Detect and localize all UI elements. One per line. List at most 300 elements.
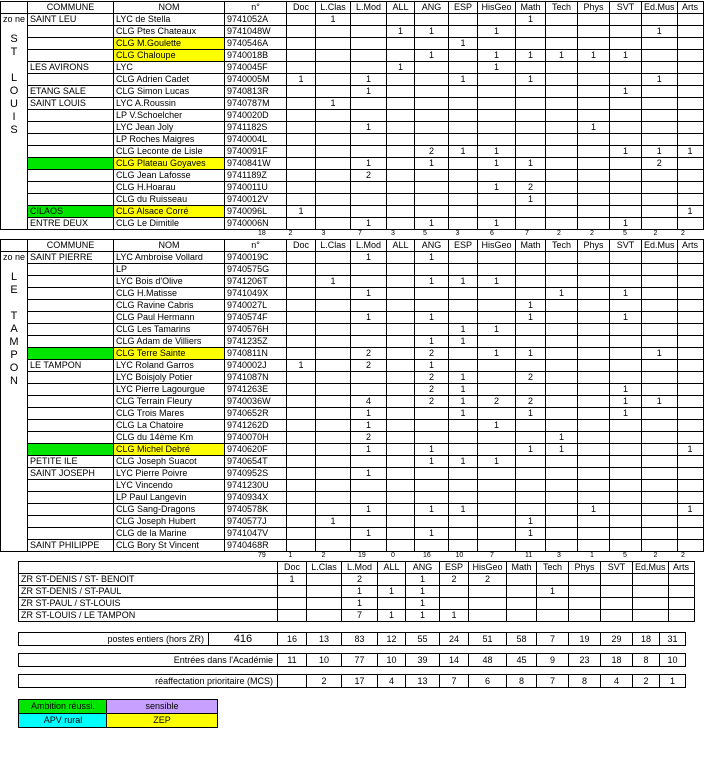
value-cell [351,336,387,348]
summary-value: 39 [406,654,440,667]
value-cell [516,420,546,432]
value-cell [642,516,678,528]
value-cell [387,110,415,122]
value-cell [642,372,678,384]
school-number-cell: 9741235Z [225,336,287,348]
value-cell: 1 [642,396,678,408]
school-name-cell: LP Paul Langevin [114,492,225,504]
value-cell [387,432,415,444]
zr-table [18,561,695,622]
summary-value: 1 [660,675,686,688]
value-cell [642,276,678,288]
value-cell [287,348,316,360]
subject-header: HisGeo [469,562,507,574]
value-cell [610,300,642,312]
value-cell: 1 [677,146,703,158]
school-name-cell: LYC Ambroise Vollard [114,252,225,264]
value-cell [677,86,703,98]
value-cell [642,14,678,26]
summary-row [19,633,686,646]
value-cell [546,252,578,264]
school-number-cell: 9741189Z [225,170,287,182]
value-cell [351,540,387,552]
number-header: n° [225,240,287,252]
table-row [1,98,704,110]
subject-header: Ed.Mus [633,562,669,574]
school-name-cell: CLG Adam de Villiers [114,336,225,348]
zr-row [19,598,695,610]
value-cell [469,598,507,610]
school-name-cell: CLG La Chatoire [114,420,225,432]
table-row [1,444,704,456]
school-number-cell: 9741182S [225,122,287,134]
value-cell [642,62,678,74]
subject-header: ANG [415,2,449,14]
value-cell [449,300,478,312]
value-cell [415,62,449,74]
value-cell [516,134,546,146]
value-cell [378,598,406,610]
table-row [1,218,704,230]
value-cell [610,98,642,110]
value-cell [449,218,478,230]
value-cell [677,468,703,480]
value-cell: 1 [351,158,387,170]
value-cell: 1 [677,206,703,218]
legend-zep: ZEP [106,713,218,728]
zone-prefix: zo ne [3,14,26,24]
zr-label: ZR ST-LOUIS / LE TAMPON [19,610,278,622]
value-cell [610,492,642,504]
value-cell [546,468,578,480]
school-name-cell: CLG Joseph Suacot [114,456,225,468]
value-cell [351,372,387,384]
totals-first: 79 [258,552,266,559]
value-cell [578,444,610,456]
value-cell [351,62,387,74]
value-cell [578,312,610,324]
value-cell [449,158,478,170]
value-cell [415,194,449,206]
value-cell [478,312,516,324]
value-cell: 1 [478,420,516,432]
school-number-cell: 9740004L [225,134,287,146]
value-cell [351,50,387,62]
value-cell [642,218,678,230]
value-cell [546,110,578,122]
value-cell [387,372,415,384]
totals-value: 0 [391,552,395,559]
summary-value: 16 [278,633,307,646]
value-cell [516,384,546,396]
value-cell [316,74,351,86]
summary-table [18,674,686,688]
value-cell [478,288,516,300]
subject-header: ANG [406,562,440,574]
totals-first: 18 [258,230,266,237]
value-cell [387,528,415,540]
value-cell [546,86,578,98]
school-number-cell: 9740813R [225,86,287,98]
value-cell [449,26,478,38]
value-cell [316,456,351,468]
value-cell [578,324,610,336]
value-cell [677,14,703,26]
subject-header: Doc [287,2,316,14]
value-cell [278,586,307,598]
value-cell [578,158,610,170]
value-cell [449,516,478,528]
school-number-cell: 9740841W [225,158,287,170]
summary-value: 58 [507,633,537,646]
value-cell [578,540,610,552]
totals-value: 1 [590,552,594,559]
totals-value: 3 [321,230,326,237]
value-cell: 1 [351,528,387,540]
value-cell: 1 [440,610,469,622]
value-cell [287,158,316,170]
subject-header: Doc [287,240,316,252]
value-cell [610,372,642,384]
commune-cell: ETANG SALE [28,86,114,98]
legend-apv: APV rural [18,713,108,728]
school-name-cell: LP V.Schoelcher [114,110,225,122]
value-cell [537,574,569,586]
totals-value: 2 [653,230,658,237]
value-cell [668,598,694,610]
value-cell [316,38,351,50]
school-number-cell: 9740620F [225,444,287,456]
value-cell: 1 [351,468,387,480]
school-table-le-tampon [0,239,704,552]
summary-row [19,675,686,688]
value-cell [449,312,478,324]
table-row [1,432,704,444]
value-cell [546,206,578,218]
value-cell: 1 [478,62,516,74]
value-cell: 1 [677,444,703,456]
value-cell: 1 [316,98,351,110]
value-cell [677,252,703,264]
value-cell [516,62,546,74]
summary-value: 77 [342,654,378,667]
value-cell [316,384,351,396]
value-cell [610,348,642,360]
value-cell [642,408,678,420]
summary-value: 18 [633,633,660,646]
value-cell [507,610,537,622]
value-cell [449,170,478,182]
value-cell: 1 [546,444,578,456]
value-cell: 1 [610,384,642,396]
value-cell [516,110,546,122]
value-cell [610,158,642,170]
value-cell [415,540,449,552]
value-cell [449,288,478,300]
value-cell [387,98,415,110]
value-cell: 1 [516,74,546,86]
value-cell [642,336,678,348]
value-cell [316,480,351,492]
value-cell [578,170,610,182]
value-cell [287,300,316,312]
summary-value: 8 [569,675,601,688]
value-cell: 2 [642,158,678,170]
value-cell [351,492,387,504]
value-cell [287,110,316,122]
subject-header: Doc [278,562,307,574]
value-cell [387,492,415,504]
value-cell: 1 [449,396,478,408]
school-name-cell: LYC Pierre Lagourgue [114,384,225,396]
value-cell [387,218,415,230]
value-cell [546,276,578,288]
school-name-cell: CLG du Ruisseau [114,194,225,206]
header-row [1,2,704,14]
subject-header: L.Clas [316,240,351,252]
value-cell [316,348,351,360]
summary-row [19,654,686,667]
zone-prefix: zo ne [3,252,26,262]
value-cell [546,480,578,492]
value-cell: 2 [351,432,387,444]
value-cell: 1 [415,158,449,170]
value-cell [578,252,610,264]
value-cell [516,492,546,504]
subject-header: ALL [387,240,415,252]
value-cell [569,598,601,610]
value-cell [351,264,387,276]
value-cell [516,218,546,230]
value-cell [516,170,546,182]
value-cell [387,122,415,134]
value-cell [478,252,516,264]
value-cell [642,86,678,98]
commune-header: COMMUNE [28,2,114,14]
totals-value: 5 [623,552,627,559]
value-cell [287,468,316,480]
value-cell [387,444,415,456]
school-name-cell: CLG H.Hoarau [114,182,225,194]
table-row [1,492,704,504]
value-cell [677,288,703,300]
value-cell: 1 [642,26,678,38]
value-cell [449,134,478,146]
subject-header: Arts [668,562,694,574]
totals-value: 1 [288,552,293,559]
value-cell [546,312,578,324]
value-cell [677,528,703,540]
value-cell: 1 [351,74,387,86]
value-cell [415,134,449,146]
value-cell [478,122,516,134]
value-cell: 1 [351,420,387,432]
value-cell [478,372,516,384]
value-cell: 1 [415,50,449,62]
value-cell [642,110,678,122]
value-cell [516,264,546,276]
totals-value: 2 [590,230,594,237]
value-cell [546,74,578,86]
school-number-cell: 9740577J [225,516,287,528]
commune-cell: SAINT JOSEPH [28,468,114,480]
summary-label: réaffectation prioritaire (MCS) [19,675,278,688]
value-cell: 1 [642,74,678,86]
value-cell [415,432,449,444]
school-name-cell: CLG Ravine Cabris [114,300,225,312]
value-cell [677,62,703,74]
value-cell [351,300,387,312]
value-cell [677,492,703,504]
commune-cell: SAINT PIERRE [28,252,114,264]
value-cell [668,574,694,586]
value-cell [316,218,351,230]
commune-cell: LES AVIRONS [28,62,114,74]
school-number-cell: 9740005M [225,74,287,86]
table-row [1,480,704,492]
value-cell: 2 [415,396,449,408]
summary-label: Entrées dans l'Académie [19,654,278,667]
value-cell [610,540,642,552]
value-cell [578,516,610,528]
value-cell [387,384,415,396]
value-cell [478,170,516,182]
value-cell: 1 [278,574,307,586]
value-cell [642,288,678,300]
value-cell [610,110,642,122]
subject-header: Tech [546,2,578,14]
school-name-cell: CLG de la Marine [114,528,225,540]
summary-value: 2 [307,675,342,688]
value-cell [478,384,516,396]
value-cell [449,86,478,98]
value-cell: 1 [516,408,546,420]
value-cell: 1 [537,586,569,598]
value-cell [449,252,478,264]
value-cell [677,122,703,134]
value-cell [415,420,449,432]
value-cell: 1 [578,504,610,516]
value-cell [516,336,546,348]
value-cell: 1 [516,300,546,312]
value-cell [546,420,578,432]
value-cell: 1 [287,74,316,86]
value-cell: 1 [415,218,449,230]
school-name-cell: CLG Les Tamarins [114,324,225,336]
value-cell [387,420,415,432]
summary-value: 7 [537,633,569,646]
value-cell [578,420,610,432]
value-cell [516,468,546,480]
commune-cell [28,110,114,122]
value-cell [642,432,678,444]
value-cell [387,312,415,324]
table-row [1,384,704,396]
subject-header: SVT [610,2,642,14]
value-cell [578,456,610,468]
table-row [1,336,704,348]
value-cell [478,264,516,276]
school-number-cell: 9741052A [225,14,287,26]
value-cell [677,264,703,276]
value-cell: 1 [406,598,440,610]
value-cell [642,324,678,336]
value-cell: 2 [415,348,449,360]
totals-value: 2 [681,552,685,559]
value-cell [316,62,351,74]
value-cell [478,336,516,348]
commune-cell [28,528,114,540]
value-cell [351,26,387,38]
table-row [1,312,704,324]
table-row [1,456,704,468]
commune-cell: SAINT LEU [28,14,114,26]
summary-total: 416 [209,633,278,646]
value-cell [287,218,316,230]
zone-letter: A [10,323,18,335]
value-cell [578,14,610,26]
value-cell [578,264,610,276]
value-cell [478,516,516,528]
value-cell [642,528,678,540]
value-cell [642,300,678,312]
value-cell [578,74,610,86]
totals-value: 2 [653,552,658,559]
value-cell [478,444,516,456]
value-cell [478,468,516,480]
summary-table [18,632,686,646]
value-cell [677,456,703,468]
value-cell [449,62,478,74]
table-row [1,264,704,276]
value-cell: 2 [516,396,546,408]
value-cell [668,610,694,622]
value-cell: 2 [342,574,378,586]
totals-value: 16 [423,552,431,559]
table-row [1,134,704,146]
value-cell [578,288,610,300]
value-cell [316,336,351,348]
school-number-cell: 9740020D [225,110,287,122]
value-cell [578,300,610,312]
school-name-cell: LYC Jean Joly [114,122,225,134]
value-cell [351,134,387,146]
value-cell [316,504,351,516]
value-cell [546,264,578,276]
value-cell [287,276,316,288]
commune-cell [28,324,114,336]
value-cell [351,194,387,206]
value-cell [516,206,546,218]
subject-header: L.Mod [351,240,387,252]
value-cell [546,528,578,540]
value-cell [578,26,610,38]
value-cell [351,182,387,194]
zone-letter: N [10,375,18,387]
value-cell [287,252,316,264]
value-cell [516,98,546,110]
value-cell: 1 [449,276,478,288]
value-cell [677,50,703,62]
table-row [1,504,704,516]
subject-header: SVT [601,562,633,574]
zone-letter: O [9,362,19,374]
value-cell [387,468,415,480]
value-cell [642,480,678,492]
value-cell [307,574,342,586]
value-cell [478,300,516,312]
subject-header: Arts [677,2,703,14]
